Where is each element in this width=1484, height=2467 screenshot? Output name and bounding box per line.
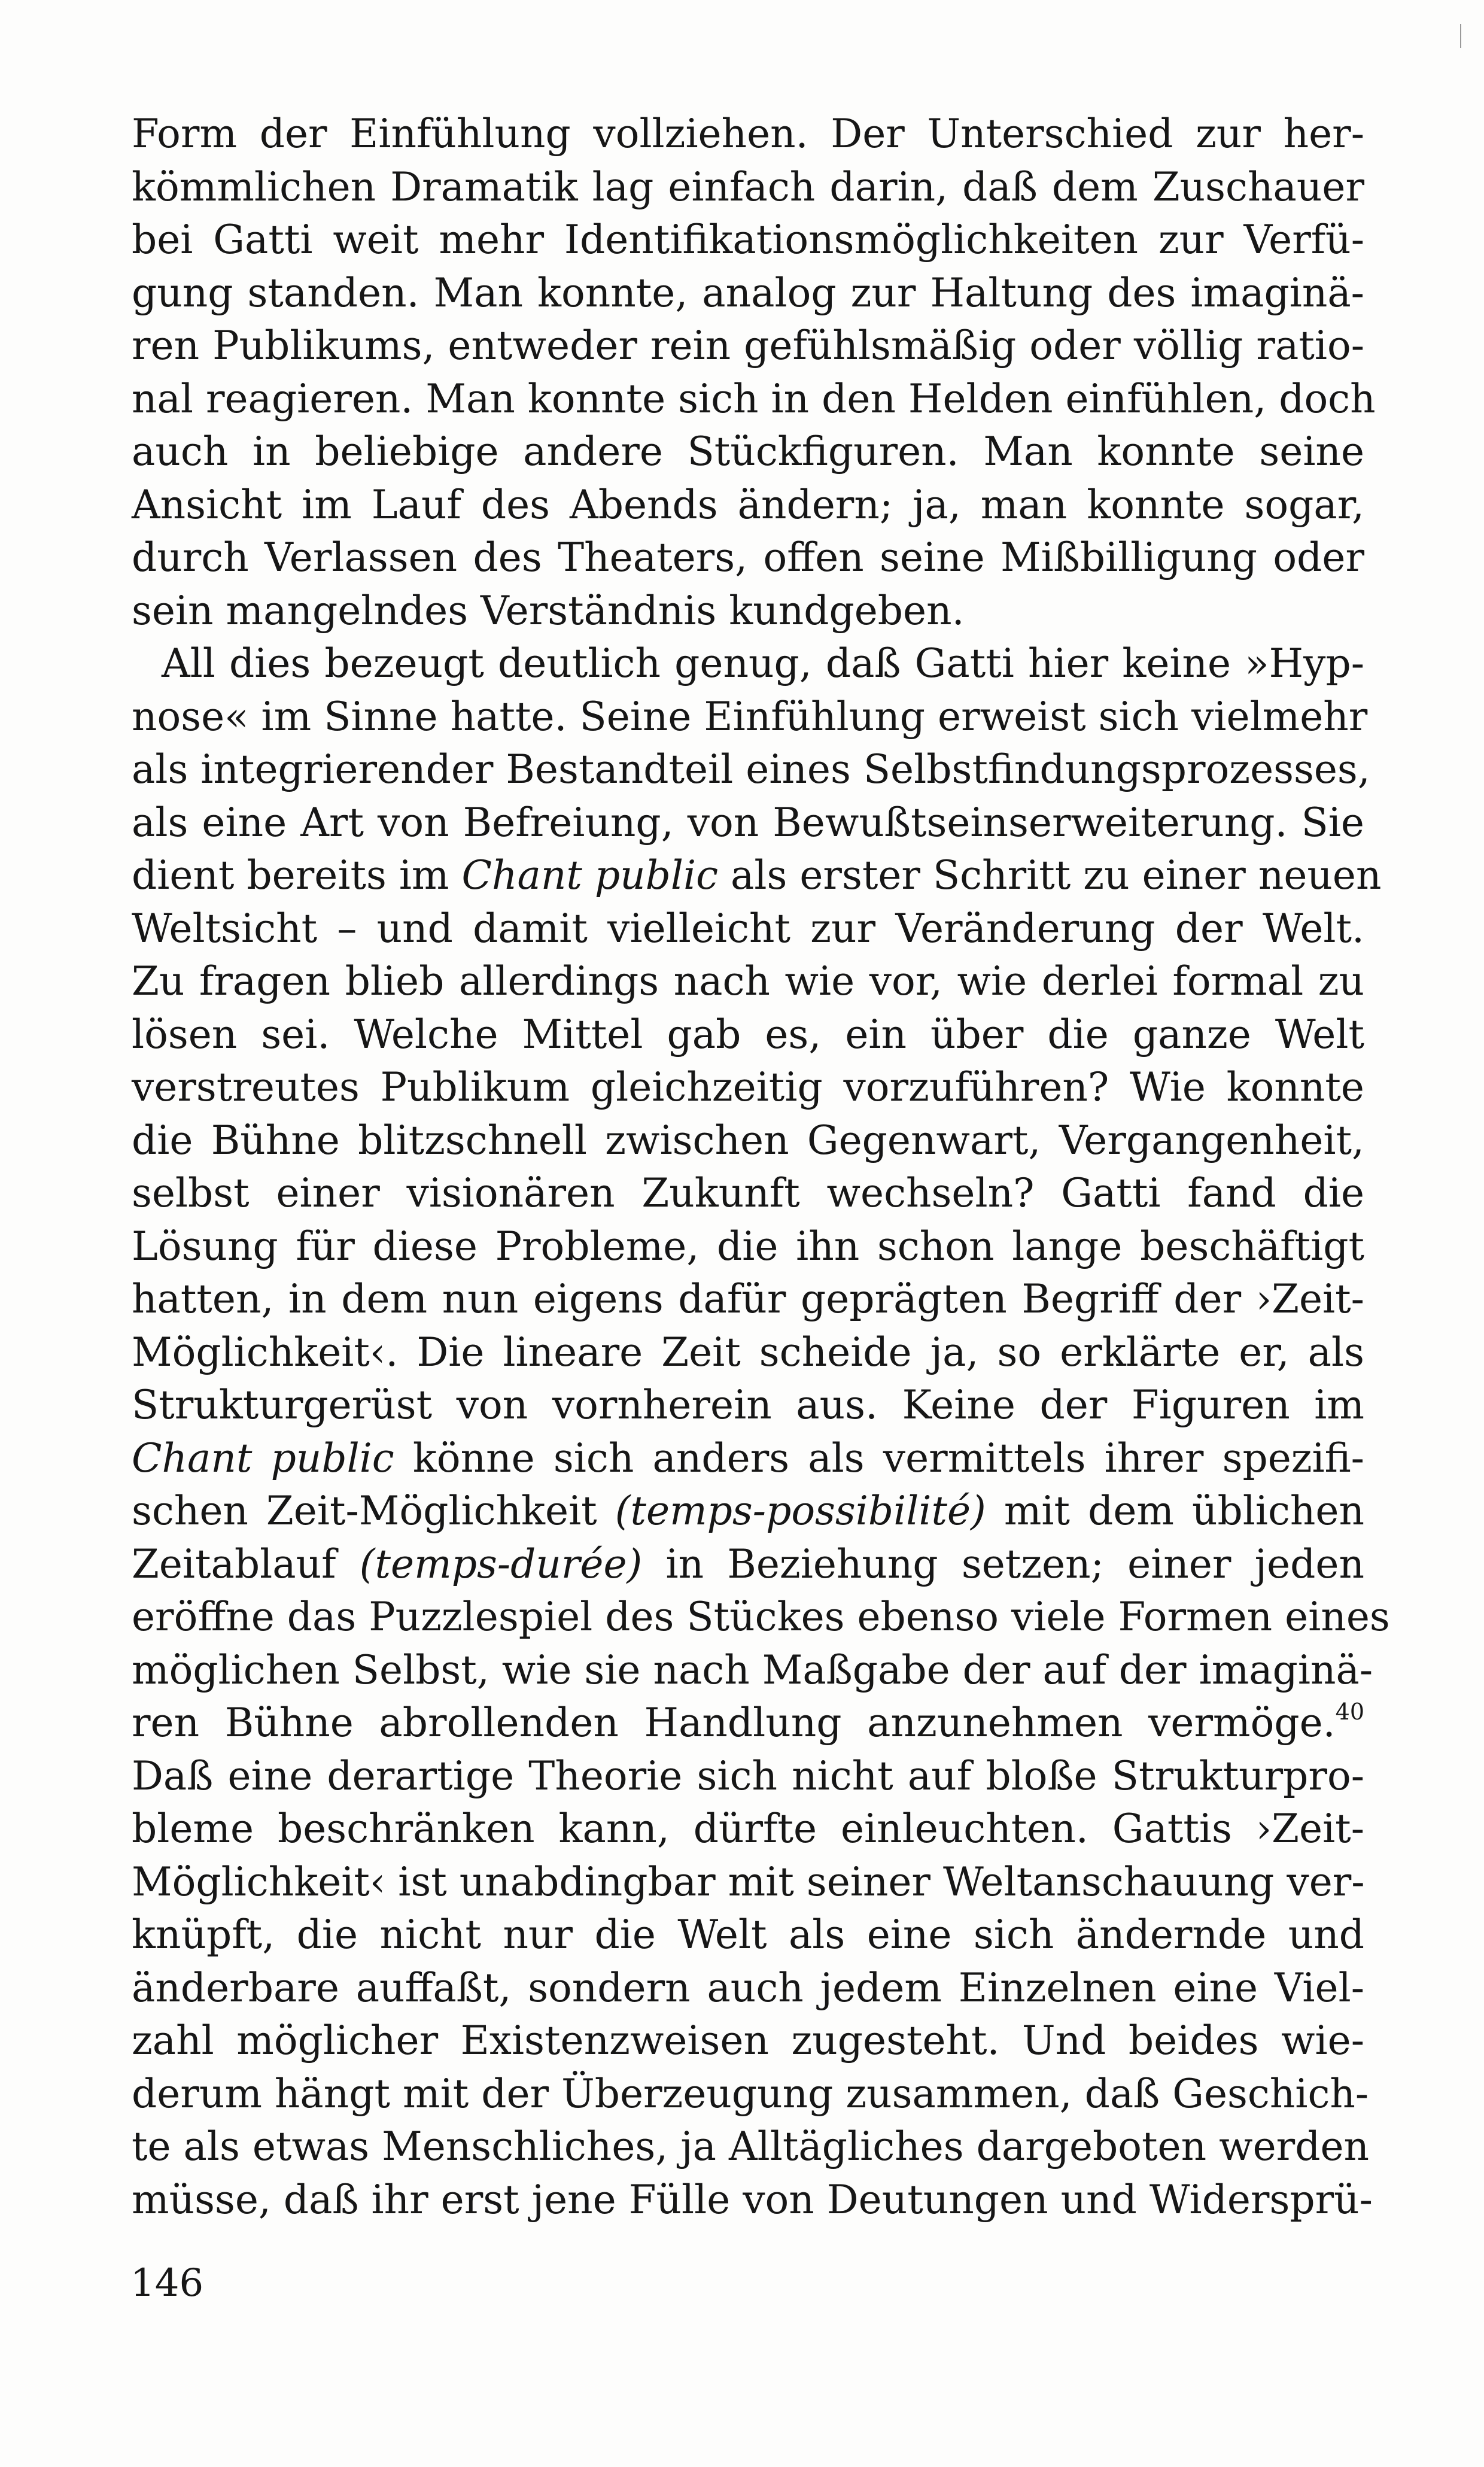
- text-line: [132, 2015, 1364, 2068]
- text-line: [132, 691, 1368, 744]
- text-line: [132, 479, 1364, 532]
- text-line-content: knüpft, die nicht nur die Welt als eine sich ändernde und: [132, 1912, 1364, 1958]
- text-line-content: Strukturgerüst von vornherein aus. Keine der Figuren im: [132, 1382, 1364, 1428]
- text-line-content: nal reagieren. Man konnte sich in den Helden einfühlen, doch: [132, 375, 1376, 422]
- text-line: [132, 2174, 1373, 2227]
- text-line-content: durch Verlassen des Theaters, offen seine Mißbilligung oder: [132, 534, 1364, 581]
- text-line-content: Form der Einfühlung vollziehen. Der Unterschied zur her-: [132, 111, 1364, 157]
- text-line: [132, 161, 1364, 214]
- text-line: [132, 955, 1364, 1008]
- text-line-content: lösen sei. Welche Mittel gab es, ein über die ganze Welt: [132, 1011, 1364, 1058]
- text-line: [132, 214, 1364, 267]
- text-line-content: die Bühne blitzschnell zwischen Gegenwart, Vergangenheit,: [132, 1117, 1364, 1163]
- text-line-content: als integrierender Bestandteil eines Selbstfindungsprozesses,: [132, 746, 1370, 792]
- text-line-content: sein mangelndes Verständnis kundgeben.: [132, 587, 965, 634]
- text-line-content: hatten, in dem nun eigens dafür geprägten Begriff der ›Zeit-: [132, 1276, 1364, 1322]
- text-line-content: Möglichkeit‹. Die lineare Zeit scheide ja, so erklärte er, als: [132, 1329, 1364, 1375]
- text-line-content: ren Bühne abrollenden Handlung anzunehmen vermöge.: [132, 1700, 1336, 1746]
- text-line: [132, 1697, 1364, 1750]
- text-line: [132, 2120, 1370, 2174]
- text-line: [132, 267, 1364, 320]
- text-line-content: derum hängt mit der Überzeugung zusammen, daß Geschich-: [132, 2070, 1369, 2117]
- text-line: [132, 1008, 1364, 1062]
- text-line-content: verstreutes Publikum gleichzeitig vorzuführen? Wie konnte: [132, 1064, 1364, 1110]
- text-line: [132, 531, 1364, 585]
- text-line-content: Daß eine derartige Theorie sich nicht auf bloße Strukturpro-: [132, 1752, 1364, 1799]
- text-segment: in Beziehung setzen; einer jeden: [642, 1541, 1364, 1587]
- text-line-content: müsse, daß ihr erst jene Fülle von Deutungen und Widersprü-: [132, 2176, 1373, 2223]
- text-line: [132, 1379, 1364, 1432]
- text-segment: dient bereits im: [132, 852, 462, 898]
- text-line-content: Möglichkeit‹ ist unabdingbar mit seiner Weltanschauung ver-: [132, 1858, 1365, 1905]
- text-line: [132, 1273, 1364, 1326]
- text-segment: als erster Schritt zu einer neuen: [718, 852, 1382, 898]
- text-line-content: bei Gatti weit mehr Identifikationsmöglichkeiten zur Verfü-: [132, 217, 1364, 263]
- text-line-content: möglichen Selbst, wie sie nach Maßgabe der auf der imaginä-: [132, 1646, 1373, 1693]
- italic-title: (temps-durée): [359, 1541, 643, 1587]
- text-line: [132, 373, 1376, 426]
- text-line: [132, 637, 1364, 691]
- text-line: [132, 849, 1382, 903]
- scan-speck: [1460, 24, 1461, 48]
- text-line-content: zahl möglicher Existenzweisen zugesteht. Und beides wie-: [132, 2018, 1364, 2064]
- italic-title: (temps-possibilité): [615, 1488, 986, 1534]
- italic-title: Chant public: [461, 852, 719, 898]
- text-segment: könne sich anders als vermittels ihrer spezifi-: [394, 1435, 1364, 1481]
- text-segment: mit dem üblichen: [986, 1488, 1364, 1534]
- italic-title: Chant public: [132, 1435, 394, 1481]
- text-line-content: eröffne das Puzzlespiel des Stückes ebenso viele Formen eines: [132, 1594, 1390, 1640]
- text-line-content: All dies bezeugt deutlich genug, daß Gatti hier keine »Hyp-: [162, 640, 1364, 686]
- text-line: [132, 1750, 1364, 1803]
- text-line: [132, 1591, 1390, 1644]
- text-line: [132, 743, 1370, 797]
- text-line-content: Ansicht im Lauf des Abends ändern; ja, man konnte sogar,: [132, 481, 1364, 528]
- text-line-content: te als etwas Menschliches, ja Alltägliches dargeboten werden: [132, 2123, 1370, 2170]
- text-line: [132, 1432, 1364, 1485]
- text-line: [132, 797, 1364, 850]
- text-line: [132, 903, 1364, 956]
- text-line: [132, 1644, 1373, 1697]
- text-line-content: Zu fragen blieb allerdings nach wie vor, wie derlei formal zu: [132, 958, 1364, 1004]
- text-line: [132, 1538, 1364, 1591]
- text-line: [132, 1114, 1364, 1168]
- text-line-content: kömmlichen Dramatik lag einfach darin, daß dem Zuschauer: [132, 163, 1364, 210]
- text-line: [132, 1856, 1364, 1909]
- body-text: [132, 108, 1390, 2226]
- text-segment: Zeitablauf: [132, 1541, 360, 1587]
- text-line-content: bleme beschränken kann, dürfte einleuchten. Gattis ›Zeit-: [132, 1806, 1364, 1852]
- text-line-content: Lösung für diese Probleme, die ihn schon lange beschäftigt: [132, 1223, 1364, 1269]
- text-line: [132, 1962, 1364, 2015]
- text-line: [132, 1061, 1364, 1114]
- text-line-content: nose« im Sinne hatte. Seine Einfühlung erweist sich vielmehr: [132, 693, 1368, 740]
- footnote-reference: 40: [1335, 1699, 1364, 1725]
- text-line: [132, 426, 1364, 479]
- text-line-content: Weltsicht – und damit vielleicht zur Veränderung der Welt.: [132, 905, 1364, 952]
- text-line: [132, 1909, 1364, 1962]
- text-line: [132, 1220, 1364, 1274]
- text-segment: schen Zeit-Möglichkeit: [132, 1488, 615, 1534]
- text-line-content: selbst einer visionären Zukunft wechseln? Gatti fand die: [132, 1170, 1364, 1216]
- text-line-content: änderbare auffaßt, sondern auch jedem Einzelnen eine Viel-: [132, 1964, 1364, 2011]
- text-line-content: auch in beliebige andere Stückfiguren. Man konnte seine: [132, 429, 1364, 475]
- text-line: [132, 1803, 1364, 1856]
- text-line-content: als eine Art von Befreiung, von Bewußtseinserweiterung. Sie: [132, 799, 1364, 846]
- text-line: [132, 1326, 1364, 1380]
- page-number: 146: [130, 2261, 204, 2305]
- text-line: [132, 108, 1364, 161]
- text-line-content: ren Publikums, entweder rein gefühlsmäßig oder völlig ratio-: [132, 323, 1364, 369]
- text-line: [132, 1485, 1364, 1538]
- text-line-content: gung standen. Man konnte, analog zur Haltung des imaginä-: [132, 269, 1364, 316]
- text-line: [132, 585, 1364, 638]
- text-line: [132, 1167, 1364, 1220]
- text-line: [132, 320, 1364, 373]
- text-line: [132, 2068, 1369, 2121]
